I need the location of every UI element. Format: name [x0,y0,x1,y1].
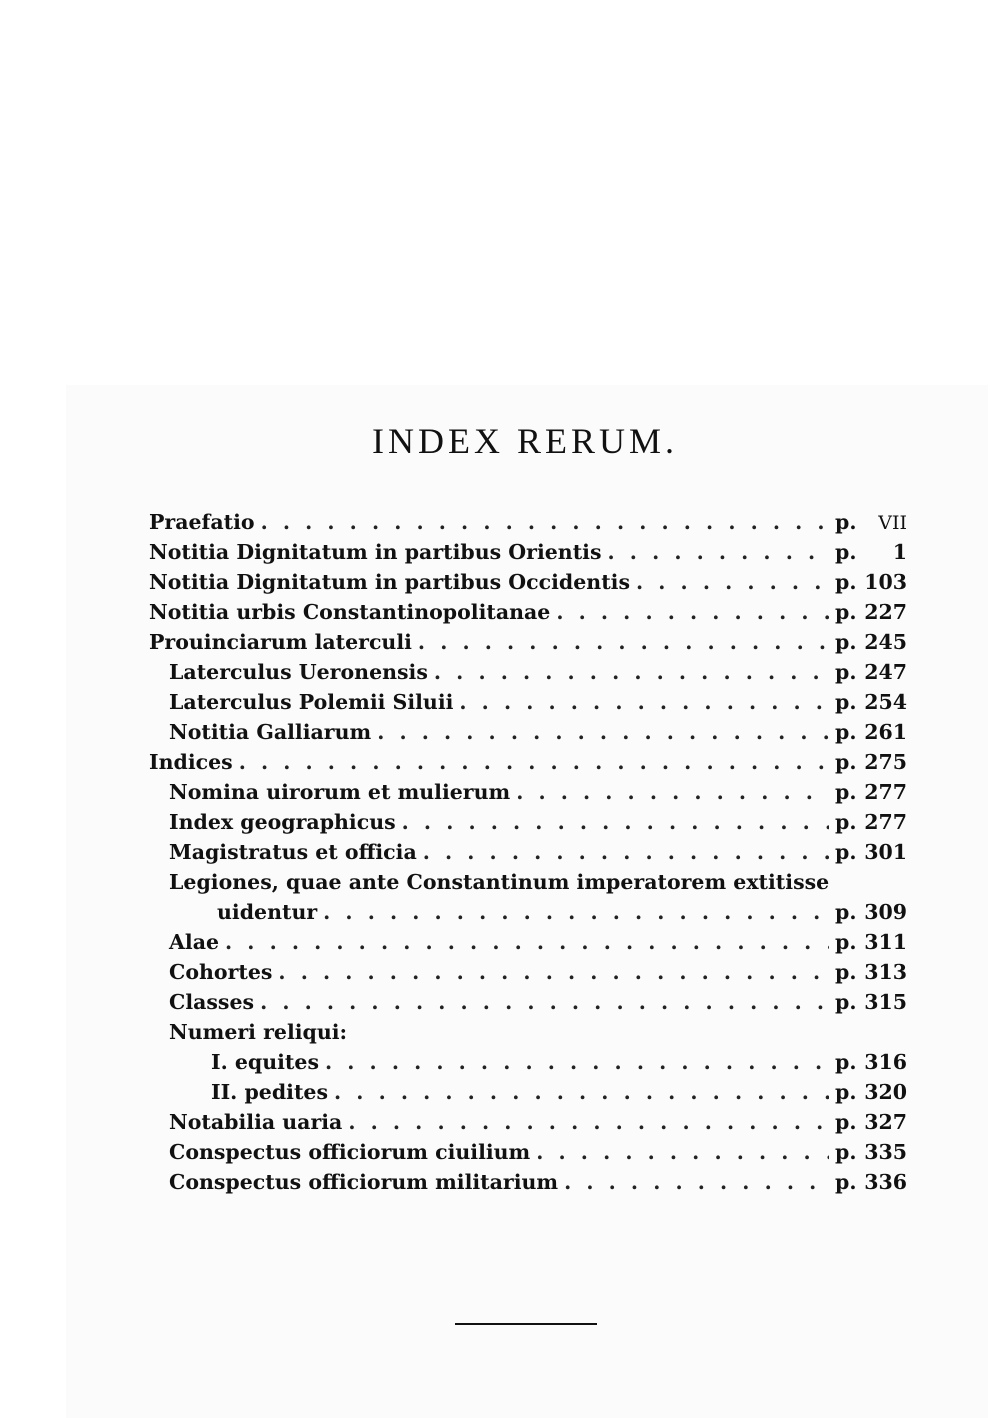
toc-entry-notitia-galliarum[interactable] [149,717,907,747]
page-prefix: p. [835,900,857,924]
dot-leader [239,747,829,777]
dot-leader [323,897,829,927]
page-number: 313 [864,960,907,984]
page-prefix: p. [835,720,857,744]
toc-entry-notitia-orientis[interactable] [149,537,907,567]
page-number: 277 [864,780,907,804]
page-number: VII [878,512,907,534]
dot-leader [459,687,829,717]
toc-entry-laterculus-ueronensis[interactable] [149,657,907,687]
page-number: 227 [864,600,907,624]
page-prefix: p. [835,780,857,804]
page-number: 320 [864,1080,907,1104]
toc-entry-label: Classes [169,990,255,1014]
page-prefix: p. [835,600,857,624]
dot-leader [225,927,829,957]
toc-entry-legiones-continued[interactable] [149,897,907,927]
dot-leader [418,627,829,657]
dot-leader [348,1107,829,1137]
toc-entry-equites[interactable] [149,1047,907,1077]
page-number: 277 [864,810,907,834]
page-title: INDEX RERUM. [372,421,678,461]
page-number: 1 [892,540,907,564]
toc-entry-index-geographicus[interactable] [149,807,907,837]
toc-entry-cohortes[interactable] [149,957,907,987]
dot-leader [377,717,829,747]
page-prefix: p. [835,1170,857,1194]
toc-entry-label: Notitia Dignitatum in partibus Occidentis [149,570,630,594]
toc-entry-label: Alae [169,930,220,954]
page-prefix: p. [835,540,857,564]
page-prefix: p. [835,1080,857,1104]
page-number: 247 [864,660,907,684]
page-prefix: p. [835,930,857,954]
dot-leader [564,1167,829,1197]
table-of-contents [149,507,907,1197]
page-number: 309 [864,900,907,924]
page-prefix: p. [835,570,857,594]
toc-entry-magistratus[interactable] [149,837,907,867]
dot-leader [636,567,829,597]
toc-entry-label: Nomina uirorum et mulierum [169,780,511,804]
toc-entry-label: Magistratus et officia [169,840,417,864]
toc-entry-label: Conspectus officiorum militarium [169,1170,559,1194]
toc-entry-label: Notabilia uaria [169,1110,343,1134]
page-number: 335 [864,1140,907,1164]
toc-entry-alae[interactable] [149,927,907,957]
page-prefix: p. [835,660,857,684]
toc-entry-label: Numeri reliqui: [169,1020,348,1044]
dot-leader [278,957,829,987]
page-number: 316 [864,1050,907,1074]
page-prefix: p. [835,690,857,714]
page-prefix: p. [835,750,857,774]
toc-entry-conspectus-ciuilium[interactable] [149,1137,907,1167]
dot-leader [260,987,829,1017]
dot-leader [423,837,829,867]
page-prefix: p. [835,1140,857,1164]
page-number: 311 [864,930,907,954]
toc-entry-praefatio[interactable] [149,507,907,537]
toc-entry-label: Indices [149,750,233,774]
page-number: 301 [864,840,907,864]
toc-entry-label: Notitia urbis Constantinopolitanae [149,600,551,624]
toc-entry-classes[interactable] [149,987,907,1017]
toc-entry-label: Praefatio [149,510,255,534]
page-prefix: p. [835,510,857,534]
page-number: 315 [864,990,907,1014]
page-prefix: p. [835,990,857,1014]
toc-entry-prouinciarum-laterculi[interactable] [149,627,907,657]
toc-entry-label: Prouinciarum laterculi [149,630,412,654]
dot-leader [608,537,829,567]
toc-entry-label: Cohortes [169,960,273,984]
page-prefix: p. [835,840,857,864]
page-number: 245 [864,630,907,654]
toc-entry-label: Conspectus officiorum ciuilium [169,1140,531,1164]
toc-entry-indices[interactable] [149,747,907,777]
toc-entry-notabilia[interactable] [149,1107,907,1137]
page-number: 261 [864,720,907,744]
page-number: 275 [864,750,907,774]
toc-entry-legiones[interactable] [149,867,907,897]
toc-entry-label: I. equites [211,1050,319,1074]
toc-entry-label: II. pedites [211,1080,329,1104]
toc-entry-notitia-urbis[interactable] [149,597,907,627]
dot-leader [334,1077,829,1107]
toc-entry-label: Legiones, quae ante Constantinum imperatorem extitisse [169,870,830,894]
dot-leader [556,597,829,627]
toc-entry-label: Laterculus Ueronensis [169,660,428,684]
toc-entry-label: Laterculus Polemii Siluii [169,690,454,714]
toc-entry-nomina[interactable] [149,777,907,807]
toc-entry-notitia-occidentis[interactable] [149,567,907,597]
dot-leader [536,1137,829,1167]
toc-entry-label: Notitia Dignitatum in partibus Orientis [149,540,602,564]
toc-entry-numeri-reliqui[interactable] [149,1017,907,1047]
page-number: 336 [864,1170,907,1194]
toc-entry-pedites[interactable] [149,1077,907,1107]
toc-entry-label: Notitia Galliarum [169,720,372,744]
dot-leader [516,777,829,807]
page-number: 327 [864,1110,907,1134]
toc-entry-conspectus-militarium[interactable] [149,1167,907,1197]
page-number: 103 [864,570,907,594]
page-number: 254 [864,690,907,714]
closing-rule [455,1323,597,1325]
page-prefix: p. [835,960,857,984]
toc-entry-label: uidentur [217,900,318,924]
toc-entry-laterculus-polemii[interactable] [149,687,907,717]
dot-leader [434,657,829,687]
dot-leader [325,1047,829,1077]
page-prefix: p. [835,630,857,654]
page-prefix: p. [835,810,857,834]
toc-entry-label: Index geographicus [169,810,396,834]
dot-leader [261,507,829,537]
dot-leader [402,807,829,837]
page-prefix: p. [835,1050,857,1074]
page-prefix: p. [835,1110,857,1134]
